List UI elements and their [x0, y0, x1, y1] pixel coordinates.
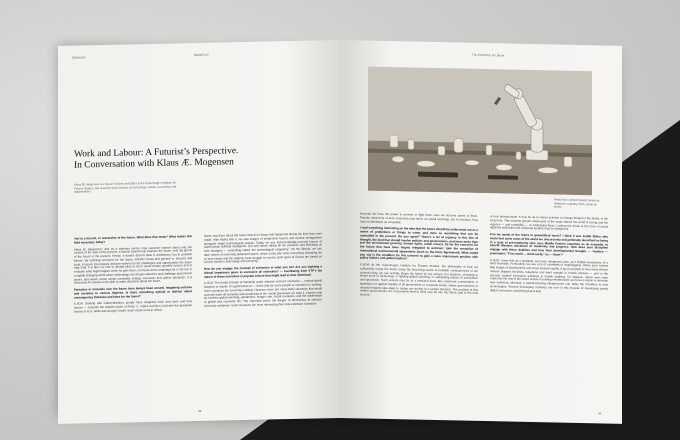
- right-page: [340, 40, 622, 424]
- robot-arm-photo: [368, 67, 592, 196]
- interview-answer: K.Æ.M: Starting with industrialisation, people have imagined more and more and how futures — compare the utopian works of Arthur C. Clarke and Ben Ovid with the dystopian visions of H.G. Wells and George Orwell. Such visions tend to reflect: [74, 299, 192, 314]
- interview-answer: K.Æ.M: At the Copenhagen Institute for Futures Studies, the philosophy is that we collectively create the future today. By becoming aware of possible consequences of our actions today, we can actively shape the future by our actions. For instance, choosing to invest more in technology or fighting global warming, or addressing issues of automation and ignorance. Such actions may be at a personal level, like conscious consumption or speaking out against legality of all government or corporate levels, where governments or decision-makers take steps to nudge our society in a certain direction. The problem is that neither governments nor corporations tend to think very far into the future, just to the next election: [360, 262, 478, 297]
- robot-arm-illustration: [368, 67, 592, 196]
- running-head-right: The Extinction of Labour: [472, 52, 505, 58]
- photo-caption: Photo from Limited Supply Series by Willemien Gatenby 2016, photo by studio: [554, 197, 600, 209]
- right-column-2: [490, 215, 608, 298]
- title-line-1: Work and Labour: A Futurist’s Perspective.: [74, 146, 239, 160]
- running-head-left: NODES 07: [194, 52, 209, 58]
- left-column-2: [204, 232, 322, 311]
- left-page: [58, 40, 340, 424]
- interview-question: I read something interesting on the idea that the future should be understood not as a series of predictions or things to come, and more as something that can be controlled in the present. Do you agree? There’s a lot of urgency in this line of thought, the kind that should involve policies and governments, and more areas than just the environment (poverty, human rights, urban crises). So for the concerns for the future that have been largely relegated to activism: take the exception of international environmental agreements (such as the Paris Agreement). What would you say is the condition for this concern to gain a more mainstream position with policy makers and global leaders?: [360, 225, 478, 261]
- interview-answer: K.Æ.M: The broad concept of humanity under massive extreme scenarios — natural global hotspots or master of superhuman AI — these that for some people or extinction to nothing. Such scenarios are extremely unlikely. However, there are many likely scenarios that would severely harm all humanity and would lead to the ‘social downward’ we write it. Causes may be extreme global warming, pandemics, hunger, war, social revolution, and the polarisation of global and economic life. The important trend: the danger of democracy at massive economic meltdown. Such scenarios are more interesting than total extinction scenarios: [204, 278, 322, 308]
- interview-answer: Klaus Æ. Mogensen: Just as a historian carries may convince himself about only the content of the past of the present, a futurist cannot truly examine the future, only the germs of the future in the present. Hence, a futurist doesn’t deal in predictions, but in possible futures. By outlining scenarios for the future, whether broad and general or focused and local, a futurist can prepare decision-makers for the challenges and opportunities the future may hold. It is also our role to identify what to do to avoid certain possible futures and to evaluate what might happen when for girls there, not those at the roadmaps for it. We live in a rapidly changing world where technology can disrupt industries and challenge government power, and where social trends constantly change consumer and worker demands. It is necessary for anyone to be able to make decisions about the future.: [74, 244, 192, 285]
- page-number-right: 49: [598, 411, 602, 416]
- interview-question: You’re a futurist, or researcher of the future. What does that mean? What makes this field necessary today?: [74, 234, 192, 245]
- interview-answer: K.Æ.M: I view this as a simplistic and even dangerous view, as it implies acceptance of a hard boundary. Fortunately, we see a lot of examples of ‘leapfrogging’, where poor nations skip stages of development and move forward rapidly. A good example is how many African nations skipped fixed-line telephony and went straight to mobile phones — and in the process created innovative solutions in mobile banking, for instance, which were later copied by the rest of the world. A lack of existing infrastructure can force a nation to innovate new solutions, whereas a well-functioning infrastructure can delay the transition to new technologies. Several developing countries are now in the process of developing purely digital currencies, something that is less: [490, 257, 608, 293]
- right-column-1: [360, 212, 478, 302]
- interview-question: How do you engage the concept of extinction in what you do? Are you sighting a dismal impatience given to excessive all extinction? — Facilitating from VTP’s the nature of these narratives in popular culture that might lead to their dismissal.: [204, 264, 322, 279]
- interview-answer: hopes and fears about the future based on things that happened during the time they were made. After World War II, we saw images of modernism futures and nuclear armageddon alongside bright technological utopias. Today, we see technocratically-oriented futures of superhuman artificial intelligence (AI) and robots taking all our positions and liberating us from drudgery — something called ‘the technological singularity’. On the flipside, we see dark visions of extremely polarised futures, where a tiny elite owns everything (including the AI and robots) and the majority must struggle to survive. Both types of visions are based on current trends in technology and economy.: [204, 231, 322, 265]
- page-number-left: 48: [198, 408, 202, 413]
- interview-answer: because we have the power to prevent or fight them once we become aware of them. Popular depictions of such scenarios may serve as useful warnings, but if overdone, they may be dismissed as unrealistic.: [360, 211, 478, 224]
- interview-answer: or next annual report. It may be up to citizen activism to change things for the better, in the long term. This requires greater awareness of the major issues the world is facing and the urgency — and possibility — of addressing them. Looking the future is the force of social agitators politicians and corporate leaders may be dangerous.: [490, 214, 608, 232]
- section-label: Distinction: [72, 55, 86, 60]
- article-title: [74, 145, 304, 172]
- title-line-2: In Conversation with Klaus Æ. Mogensen: [74, 157, 234, 171]
- interview-question: Fantasies or anxieties over the future have always been around. Imagining cultures and societies to various degrees. Is there something special or distinct about contemporary fantasies and fears for the future?: [74, 285, 192, 300]
- open-magazine: [58, 40, 622, 418]
- interview-question: Can we speak of the future in geopolitical terms? I think it was Judith Butler who wrote that some areas of the world are discursively and politically described as being in a state of pre-modernity (she uses Middle Eastern countries as an example), to benefit Western narratives of modernity and progress. How does your discipline engage with these dualities and how their developmental thought — ‘modern — premodern,’ ‘First world — third world,’ ‘us — them’?: [490, 232, 608, 257]
- left-column-1: [74, 235, 192, 317]
- author-byline: Klaus Æ. Mogensen is a Senior Futurist and Editor at the Copenhagen Institute for Futures Studies. His research work focuses on technology, culture, economics and organisations.: [74, 180, 177, 194]
